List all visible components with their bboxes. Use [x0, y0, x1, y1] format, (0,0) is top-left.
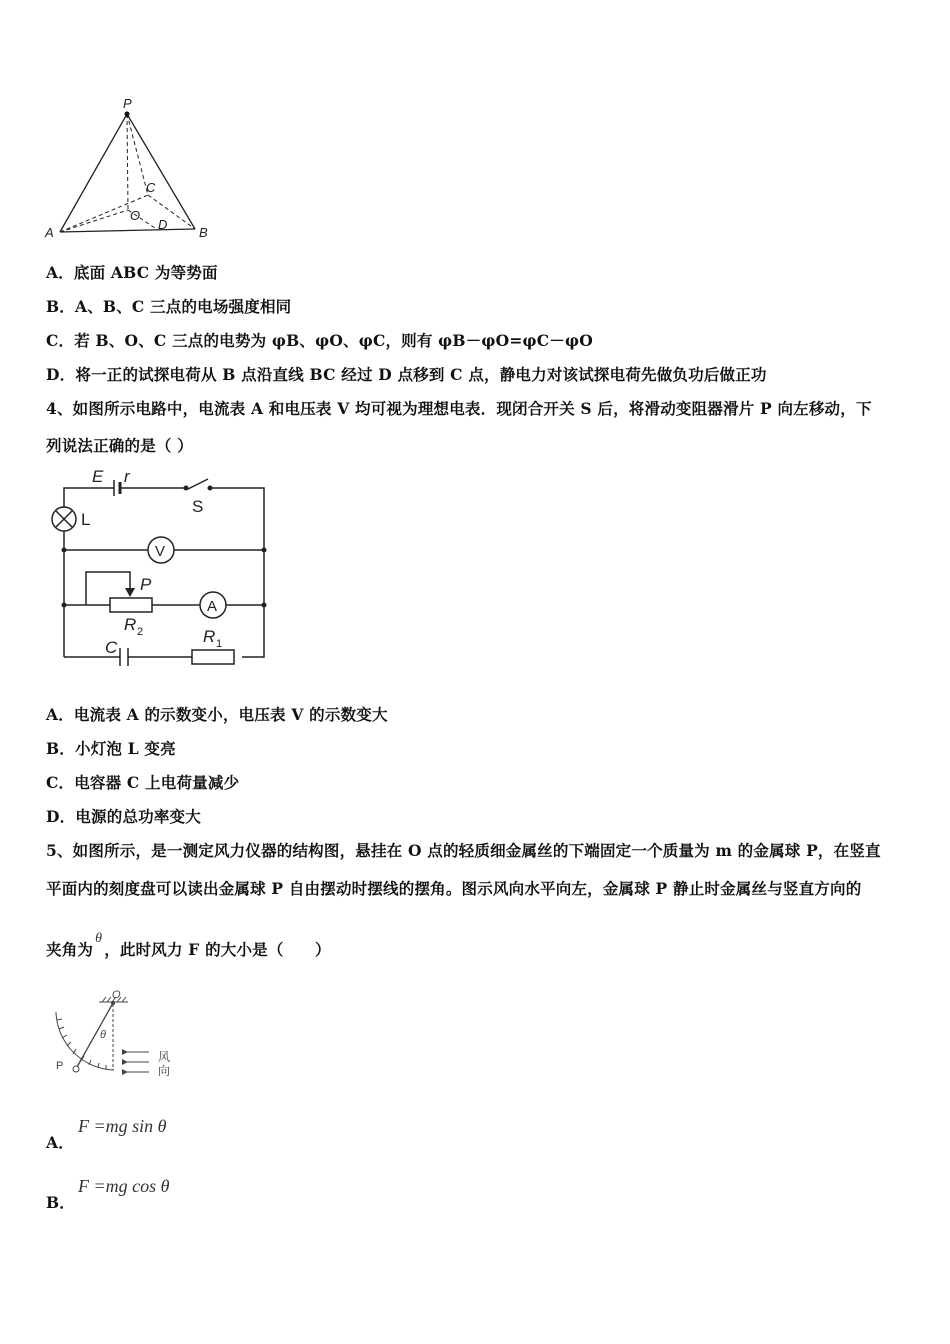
circuit-label-l: L	[81, 510, 91, 529]
label-a: A	[45, 225, 54, 240]
wind-label-wind2: 向	[158, 1064, 171, 1078]
label-p: P	[123, 96, 132, 111]
q5-option-a-letter: A．	[46, 1133, 74, 1152]
q5-stem-line3-suffix: ，此时风力 F 的大小是（ ）	[104, 940, 331, 959]
wind-label-o: O	[112, 989, 121, 1001]
q4-option-a: A．电流表 A 的示数变小，电压表 V 的示数变大	[46, 705, 388, 724]
q5-stem-line3-prefix: 夹角为	[46, 940, 94, 959]
q4-stem-line1: 4、如图所示电路中，电流表 A 和电压表 V 均可视为理想电表．现闭合开关 S 后，将滑动变阻器滑片 P 向左移动，下	[46, 399, 872, 418]
q5-option-b-formula: F =mg cos θ	[78, 1176, 170, 1196]
circuit-label-r: r	[124, 467, 130, 486]
circuit-label-v: V	[155, 543, 166, 560]
q5-theta-symbol: θ	[95, 931, 103, 946]
q5-stem-line3	[46, 931, 331, 960]
circuit-label-s: S	[192, 497, 204, 516]
circuit-label-c: C	[105, 638, 118, 657]
q4-stem-line2: 列说法正确的是（ ）	[46, 436, 193, 455]
pyramid-figure	[40, 92, 220, 242]
q3-option-a: A．底面 ABC 为等势面	[46, 263, 218, 282]
circuit-label-e: E	[92, 467, 104, 486]
label-d: D	[158, 217, 168, 232]
q5-option-a-formula: F =mg sin θ	[78, 1116, 167, 1136]
q4-option-b: B．小灯泡 L 变亮	[46, 739, 176, 758]
q5-option-b-letter: B．	[46, 1193, 76, 1212]
q5-stem-line2: 平面内的刻度盘可以读出金属球 P 自由摆动时摆线的摆角。图示风向水平向左，金属球 P 静止时金属丝与竖直方向的	[46, 879, 862, 898]
wind-label-theta: θ	[100, 1029, 106, 1041]
wind-label-p: P	[56, 1060, 64, 1072]
circuit-label-r1-sub: 1	[216, 638, 223, 650]
q3-option-b: B．A、B、C 三点的电场强度相同	[46, 297, 292, 316]
q5-stem-line1: 5、如图所示，是一测定风力仪器的结构图，悬挂在 O 点的轻质细金属丝的下端固定一个质量为 m 的金属球 P，在竖直	[46, 841, 881, 860]
q3-option-d: D．将一正的试探电荷从 B 点沿直线 BC 经过 D 点移到 C 点，静电力对该试探电荷先做负功后做正功	[46, 365, 767, 384]
label-c: C	[146, 180, 156, 195]
circuit-label-r2: R	[124, 615, 137, 634]
circuit-figure	[40, 462, 280, 672]
circuit-label-r2-sub: 2	[137, 626, 144, 638]
circuit-label-a: A	[207, 598, 218, 615]
wind-label-wind1: 风	[158, 1050, 171, 1064]
q3-option-c: C．若 B、O、C 三点的电势为 φB、φO、φC，则有 φB－φO=φC－φO	[46, 331, 593, 350]
label-o: O	[130, 208, 141, 223]
label-b: B	[199, 225, 208, 240]
wind-meter-figure	[44, 984, 194, 1084]
q4-option-c: C．电容器 C 上电荷量减少	[46, 773, 240, 792]
circuit-label-r1: R	[203, 627, 216, 646]
circuit-label-p: P	[140, 575, 152, 594]
q4-option-d: D．电源的总功率变大	[46, 807, 201, 826]
